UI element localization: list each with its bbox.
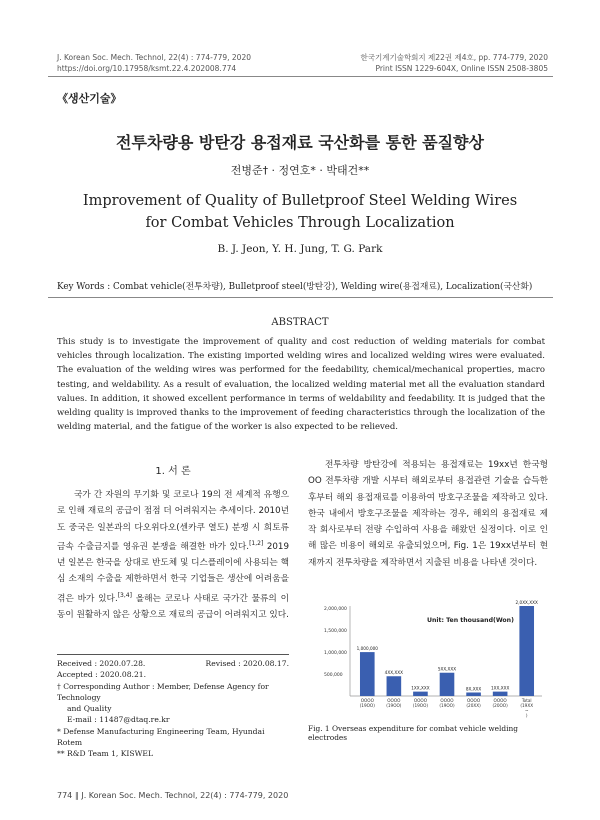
citation-line: J. Korean Soc. Mech. Technol, 22(4) : 774-779, 2020 (57, 53, 251, 62)
corresponding-author-cont: and Quality (67, 704, 112, 714)
x-tick-label: OOOO (413, 698, 428, 703)
data-label: 1,000,000 (356, 646, 378, 652)
bar (440, 673, 455, 696)
citation-ref: [3,4] (117, 591, 132, 599)
x-tick-label: OOOO (493, 698, 507, 703)
abstract-heading: ABSTRACT (271, 317, 329, 328)
x-tick-label: (19OO) (439, 703, 455, 708)
author-email: E-mail : 11487@dtaq.re.kr (67, 715, 170, 725)
bar (519, 606, 534, 696)
authors-en: B. J. Jeon, Y. H. Jung, T. G. Park (217, 243, 383, 255)
revised-date: Revised : 2020.08.17. (205, 659, 289, 668)
title-en-line2: for Combat Vehicles Through Localization (145, 215, 455, 231)
corresponding-author: † Corresponding Author : Member, Defense Agency for Technology (57, 681, 269, 702)
authors-ko: 전병준† · 정연호* · 박태건** (230, 164, 370, 177)
x-tick-label: OOOO (466, 698, 481, 703)
intro-text-b: 2019년 일본은 한국을 상대로 반도체 및 디스플레이에 사용되는 핵심 소재의 수출을 제한하면서 한국 기업들은 생산에 어려움을 겪은 바가 있다. (57, 541, 289, 604)
x-tick-label: OOOO (360, 698, 374, 703)
intro-text-c: 올해는 코로나 사태로 국가간 물류의 이동이 원활하지 않은 상황으로 재료의 공급이 어려워지고 있다. (57, 593, 290, 620)
x-tick-label: OOOO (387, 698, 401, 703)
x-tick-label: (20XX) (466, 703, 481, 708)
x-tick-label: ) (525, 713, 528, 718)
figure-caption: Fig. 1 Overseas expenditure for combat vehicle welding electrodes (308, 724, 518, 742)
doi-link[interactable]: https://doi.org/10.17958/ksmt.22.4.202008.774 (57, 64, 237, 73)
x-tick-label: ~ (524, 708, 529, 713)
data-label: 5XX,XXX (437, 666, 457, 672)
keywords-text: Combat vehicle(전투차량), Bulletproof steel(방탄강), Welding wire(용접재료), Localization(국산화) (112, 282, 533, 292)
right-paragraph: 전투차량 방탄강에 적용되는 용접재료는 19xx년 한국형 OO 전투차량 개발 시부터 해외로부터 용접관련 기술을 습득한 후부터 해외 용접재료를 이용하여 방호구조물을 제작하고 있다. 한국 내에서 방호구조물을 제작하는 경우, 해외의 용접재료 제작 회사로부터 전량 수입하여 사용을 해왔던 실정이다. 이로 인해 많은 비용이 해외로 유출되었으며, Fig. 1은 19xx년부터 현재까지 전투차량을 제작하면서 지출된 비용을 나타낸 것이다. (308, 460, 548, 568)
x-tick-label: OOOO (440, 698, 454, 703)
keywords (57, 279, 557, 292)
issn-line-ko: 한국기계기술학회지 제22권 제4호, pp. 774-779, 2020 (360, 53, 548, 62)
citation-ref: [1,2] (249, 539, 264, 547)
bar (360, 652, 375, 696)
x-tick-label: (19OO) (386, 703, 402, 708)
footnote-rule (57, 654, 289, 655)
bar (413, 692, 428, 696)
y-tick-label: 1,000,000 (324, 651, 347, 657)
header-rule (48, 76, 553, 77)
bar (466, 692, 481, 696)
accepted-date: Accepted : 2020.08.21. (57, 670, 147, 680)
paper-title-en (0, 190, 600, 234)
category-label: 《생산기술》 (57, 92, 122, 105)
chart-title: Unit: Ten thousand(Won) (427, 617, 514, 624)
data-label: 4XX,XXX (384, 670, 404, 676)
page-footer: 774 ∥ J. Korean Soc. Mech. Technol, 22(4) : 774-779, 2020 (57, 791, 289, 800)
title-en-line1: Improvement of Quality of Bulletproof Steel Welding Wires (82, 193, 518, 209)
y-tick-label: 1,500,000 (324, 629, 347, 635)
x-tick-label: (19OO) (359, 703, 375, 708)
received-row (57, 658, 289, 669)
bar (493, 692, 508, 696)
x-tick-label: (19OO) (412, 703, 429, 708)
figure-1 (322, 600, 547, 718)
y-tick-label: 2,000,000 (324, 607, 347, 613)
data-label: 8X,XXX (465, 686, 482, 692)
journal-citation (57, 52, 251, 74)
x-tick-label: (20OO) (492, 703, 508, 708)
intro-text-a: 국가 간 자원의 무기화 및 코로나 19의 전 세계적 유행으로 인해 재료의 공급이 점점 더 어려워지는 추세이다. 2010년도 중국은 일본과의 다오위다오(센카쿠 열도) 분쟁 시 희토류 금속 수출금지를 영유권 분쟁을 해결한 바가 있다. (57, 490, 289, 552)
y-tick-label: 500,000 (324, 673, 343, 679)
abstract-text: This study is to investigate the improvement of quality and cost reduction of welding materials for combat vehicles through localization. The existing imported welding wires and localized welding wires were evaluated. The evaluation of the welding wires was performed for the feedability, chemical/mechanical properties, macro testing, and weldability. As a result of evaluation, the localized welding material met all the evaluation standard values. In addition, it showed excellent performance in terms of weldability and feedability. It is judged that the welding quality is improved thanks to the improvement of feeding characteristics through the localization of the welding material, and the fatigue of the worker is also expected to be relieved. (57, 337, 545, 433)
keywords-label: Key Words : (57, 282, 111, 292)
section-heading: 1. 서 론 (155, 466, 191, 477)
issn-line: Print ISSN 1229-604X, Online ISSN 2508-3805 (375, 64, 548, 73)
intro-paragraph (57, 487, 289, 623)
bar (387, 676, 402, 696)
paper-title-ko: 전투차량용 방탄강 용접재료 국산화를 통한 품질향상 (116, 133, 484, 152)
bar-chart (322, 600, 547, 718)
data-label: 1XX,XXX (411, 685, 430, 691)
received-date: Received : 2020.07.28. (57, 659, 146, 668)
x-tick-label: Total (521, 698, 532, 703)
journal-issn (360, 52, 548, 74)
data-label: 2,0XX,XXX (515, 600, 538, 605)
data-label: 1XX,XXX (490, 685, 510, 691)
footnotes (57, 658, 289, 760)
x-tick-label: (19XX (520, 703, 534, 708)
affiliation-2: ** R&D Team 1, KISWEL (57, 749, 154, 759)
keywords-rule (48, 297, 553, 298)
affiliation-1: * Defense Manufacturing Engineering Team, Hyundai Rotem (57, 726, 265, 748)
